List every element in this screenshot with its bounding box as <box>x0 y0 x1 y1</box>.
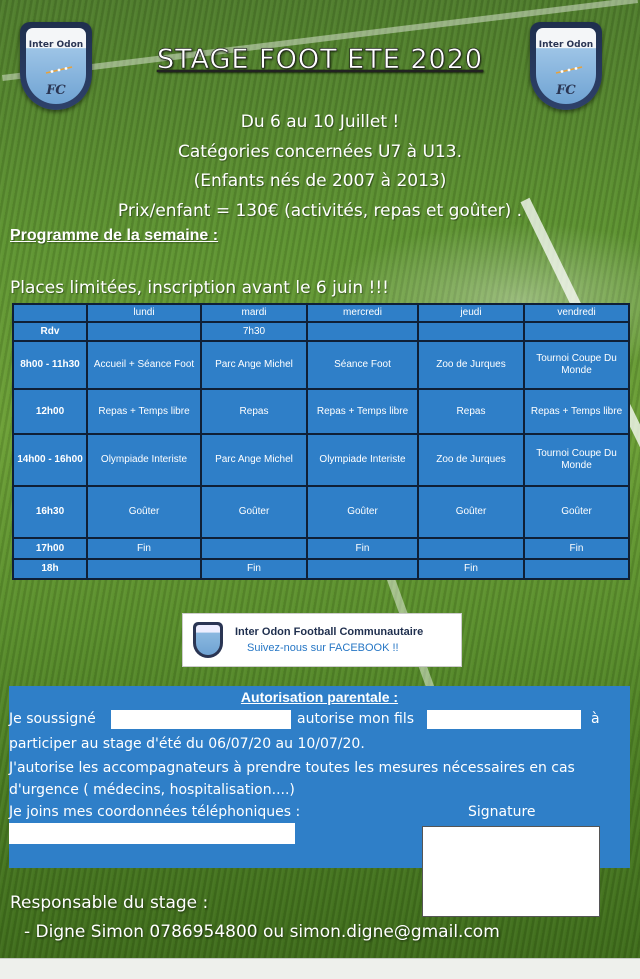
authorization-text: autorise mon fils <box>297 711 415 727</box>
day-header: lundi <box>87 304 201 322</box>
activity-cell: Olympiade Interiste <box>87 434 201 486</box>
activity-cell: Fin <box>201 559 307 579</box>
table-row <box>13 434 629 486</box>
stars-icon <box>44 66 74 74</box>
activity-cell <box>201 538 307 559</box>
poster-title: STAGE FOOT ETE 2020 <box>156 44 484 75</box>
page-edge <box>0 958 640 959</box>
activity-cell: Fin <box>307 538 418 559</box>
authorization-text: Je joins mes coordonnées téléphoniques : <box>9 804 301 820</box>
authorization-text: participer au stage d'été du 06/07/20 au 10/07/20. <box>9 736 365 752</box>
activity-cell <box>87 322 201 341</box>
activity-cell: Séance Foot <box>307 341 418 389</box>
time-cell: 8h00 - 11h30 <box>13 341 87 389</box>
authorization-title: Autorisation parentale : <box>240 689 399 705</box>
activity-cell: Zoo de Jurques <box>418 434 524 486</box>
activity-cell <box>524 322 629 341</box>
table-row <box>13 486 629 538</box>
activity-cell: Accueil + Séance Foot <box>87 341 201 389</box>
activity-cell <box>418 322 524 341</box>
places-note: Places limitées, inscription avant le 6 juin !!! <box>10 278 389 298</box>
logo-fc: FC <box>46 83 66 98</box>
day-header: vendredi <box>524 304 629 322</box>
table-row <box>13 322 629 341</box>
logo-fc: FC <box>556 83 576 98</box>
price-line: Prix/enfant = 130€ (activités, repas et goûter) . <box>117 201 523 221</box>
stars-icon <box>554 66 584 74</box>
logo-name: Inter Odon <box>28 40 84 50</box>
activity-cell: Tournoi Coupe Du Monde <box>524 341 629 389</box>
signature-label: Signature <box>468 804 536 820</box>
activity-cell: Goûter <box>524 486 629 538</box>
table-row <box>13 389 629 434</box>
activity-cell: Repas + Temps libre <box>307 389 418 434</box>
activity-cell: 7h30 <box>201 322 307 341</box>
facebook-follow-text: Suivez-nous sur FACEBOOK !! <box>247 642 399 654</box>
schedule-table <box>12 303 630 580</box>
activity-cell: Fin <box>418 559 524 579</box>
activity-cell: Goûter <box>87 486 201 538</box>
activity-cell: Repas + Temps libre <box>524 389 629 434</box>
parent-name-field[interactable] <box>111 710 291 729</box>
day-header: jeudi <box>418 304 524 322</box>
activity-cell: Repas <box>201 389 307 434</box>
categories-line: Catégories concernées U7 à U13. <box>178 142 462 162</box>
time-cell: 12h00 <box>13 389 87 434</box>
activity-cell: Repas <box>418 389 524 434</box>
activity-cell <box>307 322 418 341</box>
signature-box[interactable] <box>422 826 600 917</box>
time-cell: 17h00 <box>13 538 87 559</box>
schedule-header-row <box>13 304 629 322</box>
day-header: mercredi <box>307 304 418 322</box>
responsable-contact: - Digne Simon 0786954800 ou simon.digne@gmail.com <box>24 922 500 942</box>
activity-cell: Tournoi Coupe Du Monde <box>524 434 629 486</box>
activity-cell: Goûter <box>307 486 418 538</box>
activity-cell <box>418 538 524 559</box>
logo-name: Inter Odon <box>538 40 594 50</box>
activity-cell <box>307 559 418 579</box>
table-row <box>13 341 629 389</box>
programme-title: Programme de la semaine : <box>10 227 219 244</box>
facebook-banner[interactable] <box>182 613 462 667</box>
table-row <box>13 538 629 559</box>
activity-cell <box>87 559 201 579</box>
table-row <box>13 559 629 579</box>
time-cell: 18h <box>13 559 87 579</box>
club-badge-icon <box>193 622 223 658</box>
authorization-text: d'urgence ( médecins, hospitalisation....) <box>9 782 295 798</box>
phone-field[interactable] <box>9 823 295 844</box>
activity-cell: Fin <box>87 538 201 559</box>
facebook-club-name: Inter Odon Football Communautaire <box>235 626 424 638</box>
activity-cell: Olympiade Interiste <box>307 434 418 486</box>
authorization-text: J'autorise les accompagnateurs à prendre toutes les mesures nécessaires en cas <box>9 760 575 776</box>
responsable-label: Responsable du stage : <box>10 893 209 913</box>
club-logo-left <box>20 22 92 110</box>
activity-cell: Zoo de Jurques <box>418 341 524 389</box>
dates-line: Du 6 au 10 Juillet ! <box>240 112 400 132</box>
activity-cell <box>524 559 629 579</box>
child-name-field[interactable] <box>427 710 581 729</box>
time-cell: 14h00 - 16h00 <box>13 434 87 486</box>
time-cell: 16h30 <box>13 486 87 538</box>
time-cell: Rdv <box>13 322 87 341</box>
authorization-text: Je soussigné <box>9 711 96 727</box>
header-corner <box>13 304 87 322</box>
activity-cell: Parc Ange Michel <box>201 341 307 389</box>
activity-cell: Repas + Temps libre <box>87 389 201 434</box>
activity-cell: Goûter <box>201 486 307 538</box>
activity-cell: Goûter <box>418 486 524 538</box>
births-line: (Enfants nés de 2007 à 2013) <box>193 171 447 191</box>
day-header: mardi <box>201 304 307 322</box>
club-logo-right <box>530 22 602 110</box>
authorization-text: à <box>591 711 600 727</box>
activity-cell: Fin <box>524 538 629 559</box>
activity-cell: Parc Ange Michel <box>201 434 307 486</box>
